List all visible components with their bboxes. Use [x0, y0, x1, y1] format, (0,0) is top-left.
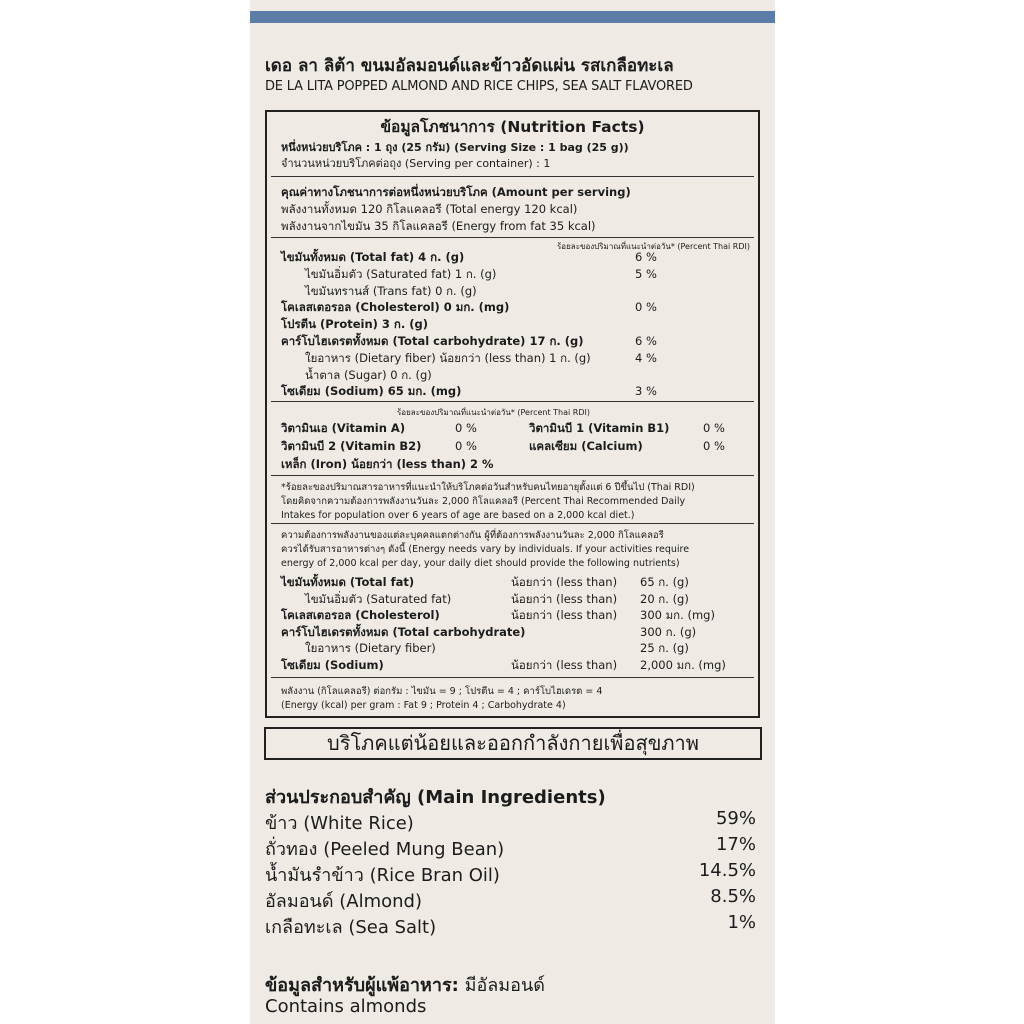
daily-need-label: โคเลสเตอรอล (Cholesterol): [281, 608, 440, 623]
ingredient-name: น้ำมันรำข้าว (Rice Bran Oil): [265, 865, 500, 886]
nutrient-percent: 0 %: [635, 300, 657, 315]
product-title-english: DE LA LITA POPPED ALMOND AND RICE CHIPS, SEA SALT FLAVORED: [265, 79, 693, 94]
nutrient-percent: 6 %: [635, 250, 657, 264]
nutrient-label: โซเดียม (Sodium) 65 มก. (mg): [281, 384, 462, 399]
product-title-thai: เดอ ลา ลิต้า ขนมอัลมอนด์และข้าวอัดแผ่น รสเกลือทะเล: [265, 56, 674, 76]
needs-line-1: ความต้องการพลังงานของแต่ละบุคคลแตกต่างกัน ผู้ที่ต้องการพลังงานวันละ 2,000 กิโลแคลอรี: [281, 530, 664, 541]
divider: [271, 237, 754, 238]
nutrient-percent: 5 %: [635, 266, 657, 281]
divider: [271, 176, 754, 177]
energy-from-fat: พลังงานจากไขมัน 35 กิโลแคลอรี (Energy from fat 35 kcal): [281, 219, 596, 233]
allergen-value: มีอัลมอนด์: [464, 975, 545, 996]
daily-need-label: ใยอาหาร (Dietary fiber): [305, 641, 436, 656]
vitamin-a-pct: 0 %: [455, 421, 477, 435]
ingredient-percent: 17%: [715, 834, 756, 855]
daily-need-label: คาร์โบไฮเดรตทั้งหมด (Total carbohydrate): [281, 624, 526, 639]
divider: [271, 475, 754, 476]
health-slogan-box: บริโภคแต่น้อยและออกกำลังกายเพื่อสุขภาพ: [264, 727, 762, 760]
total-energy: พลังงานทั้งหมด 120 กิโลแคลอรี (Total energy 120 kcal): [281, 202, 578, 216]
footnote-line-1: *ร้อยละของปริมาณสารอาหารที่แนะนำให้บริโภคต่อวันสำหรับคนไทยอายุตั้งแต่ 6 ปีขึ้นไป (Thai RDI): [281, 482, 695, 493]
daily-need-amount: 2,000 มก. (mg): [640, 658, 726, 672]
energy-per-gram-english: (Energy (kcal) per gram : Fat 9 ; Protein 4 ; Carbohydrate 4): [281, 700, 566, 711]
nutrient-label: น้ำตาล (Sugar) 0 ก. (g): [305, 367, 432, 382]
nutrient-label: โปรตีน (Protein) 3 ก. (g): [281, 317, 429, 332]
nutrient-label: ไขมันทั้งหมด (Total fat) 4 ก. (g): [281, 250, 465, 264]
daily-need-label: ไขมันทั้งหมด (Total fat): [281, 575, 415, 589]
daily-need-amount: 25 ก. (g): [640, 641, 689, 656]
ingredient-name: เกลือทะเล (Sea Salt): [265, 917, 437, 938]
calcium: แคลเซียม (Calcium): [529, 439, 643, 453]
daily-need-amount: 20 ก. (g): [640, 591, 689, 606]
nutrient-percent: 4 %: [635, 350, 657, 365]
nutrient-percent: 3 %: [635, 384, 657, 399]
daily-need-amount: 65 ก. (g): [640, 575, 689, 589]
less-than-label: น้อยกว่า (less than): [511, 608, 618, 623]
nutrient-label: ไขมันทรานส์ (Trans fat) 0 ก. (g): [305, 283, 477, 298]
ingredient-percent: 1%: [727, 912, 756, 933]
vitamin-b1: วิตามินบี 1 (Vitamin B1): [529, 421, 670, 435]
servings-per-container: จำนวนหน่วยบริโภคต่อถุง (Serving per container) : 1: [281, 157, 551, 170]
allergen-label: ข้อมูลสำหรับผู้แพ้อาหาร:: [265, 975, 459, 996]
serving-size: หนึ่งหน่วยบริโภค : 1 ถุง (25 กรัม) (Serving Size : 1 bag (25 g)): [281, 141, 629, 154]
nutrition-facts-box: [265, 110, 760, 718]
rdi-note-vitamins: ร้อยละของปริมาณที่แนะนำต่อวัน* (Percent Thai RDI): [397, 408, 590, 417]
daily-need-amount: 300 มก. (mg): [640, 608, 715, 623]
ingredient-percent: 14.5%: [698, 860, 756, 881]
divider: [271, 677, 754, 678]
ingredient-name: ข้าว (White Rice): [265, 813, 414, 834]
nutrient-label: ไขมันอิ่มตัว (Saturated fat) 1 ก. (g): [305, 266, 497, 281]
ingredient-percent: 8.5%: [710, 886, 756, 907]
allergen-info: [265, 970, 545, 999]
footnote-line-2: โดยคิดจากความต้องการพลังงานวันละ 2,000 กิโลแคลอรี (Percent Thai Recommended Daily: [281, 496, 686, 507]
divider: [271, 523, 754, 524]
nutrient-label: โคเลสเตอรอล (Cholesterol) 0 มก. (mg): [281, 300, 510, 315]
top-color-bar: [250, 11, 775, 23]
vitamin-b2-pct: 0 %: [455, 439, 477, 453]
daily-need-label: ไขมันอิ่มตัว (Saturated fat): [305, 591, 452, 606]
less-than-label: น้อยกว่า (less than): [511, 591, 618, 606]
footnote-line-3: Intakes for population over 6 years of age are based on a 2,000 kcal diet.): [281, 510, 635, 521]
nutrient-percent: 6 %: [635, 334, 657, 348]
divider: [271, 401, 754, 402]
vitamin-b1-pct: 0 %: [703, 421, 725, 435]
needs-line-2: ควรได้รับสารอาหารต่างๆ ดังนี้ (Energy needs vary by individuals. If your activities require: [281, 544, 690, 555]
energy-per-gram-thai: พลังงาน (กิโลแคลอรี) ต่อกรัม : ไขมัน = 9 ; โปรตีน = 4 ; คาร์โบไฮเดรต = 4: [281, 686, 603, 697]
ingredient-name: ถั่วทอง (Peeled Mung Bean): [265, 839, 505, 860]
less-than-label: น้อยกว่า (less than): [511, 658, 618, 672]
needs-line-3: energy of 2,000 kcal per day, your daily diet should provide the following nutrients): [281, 558, 680, 569]
nutrient-label: ใยอาหาร (Dietary fiber) น้อยกว่า (less than) 1 ก. (g): [305, 350, 591, 365]
vitamin-b2: วิตามินบี 2 (Vitamin B2): [281, 439, 422, 453]
nutrition-heading: ข้อมูลโภชนาการ (Nutrition Facts): [380, 118, 645, 136]
nutrient-label: คาร์โบไฮเดรตทั้งหมด (Total carbohydrate) 17 ก. (g): [281, 334, 584, 348]
daily-need-label: โซเดียม (Sodium): [281, 658, 384, 672]
iron: เหล็ก (Iron) น้อยกว่า (less than) 2 %: [281, 457, 494, 471]
vitamin-a: วิตามินเอ (Vitamin A): [281, 421, 406, 435]
calcium-pct: 0 %: [703, 439, 725, 453]
ingredient-percent: 59%: [715, 808, 756, 829]
daily-need-amount: 300 ก. (g): [640, 624, 697, 639]
rdi-note: ร้อยละของปริมาณที่แนะนำต่อวัน* (Percent Thai RDI): [557, 242, 750, 251]
less-than-label: น้อยกว่า (less than): [511, 575, 618, 589]
allergen-english: Contains almonds: [265, 996, 427, 1017]
amount-per-serving-heading: คุณค่าทางโภชนาการต่อหนึ่งหน่วยบริโภค (Amount per serving): [281, 185, 631, 199]
ingredients-heading: ส่วนประกอบสำคัญ (Main Ingredients): [265, 787, 606, 808]
ingredient-name: อัลมอนด์ (Almond): [265, 891, 422, 912]
